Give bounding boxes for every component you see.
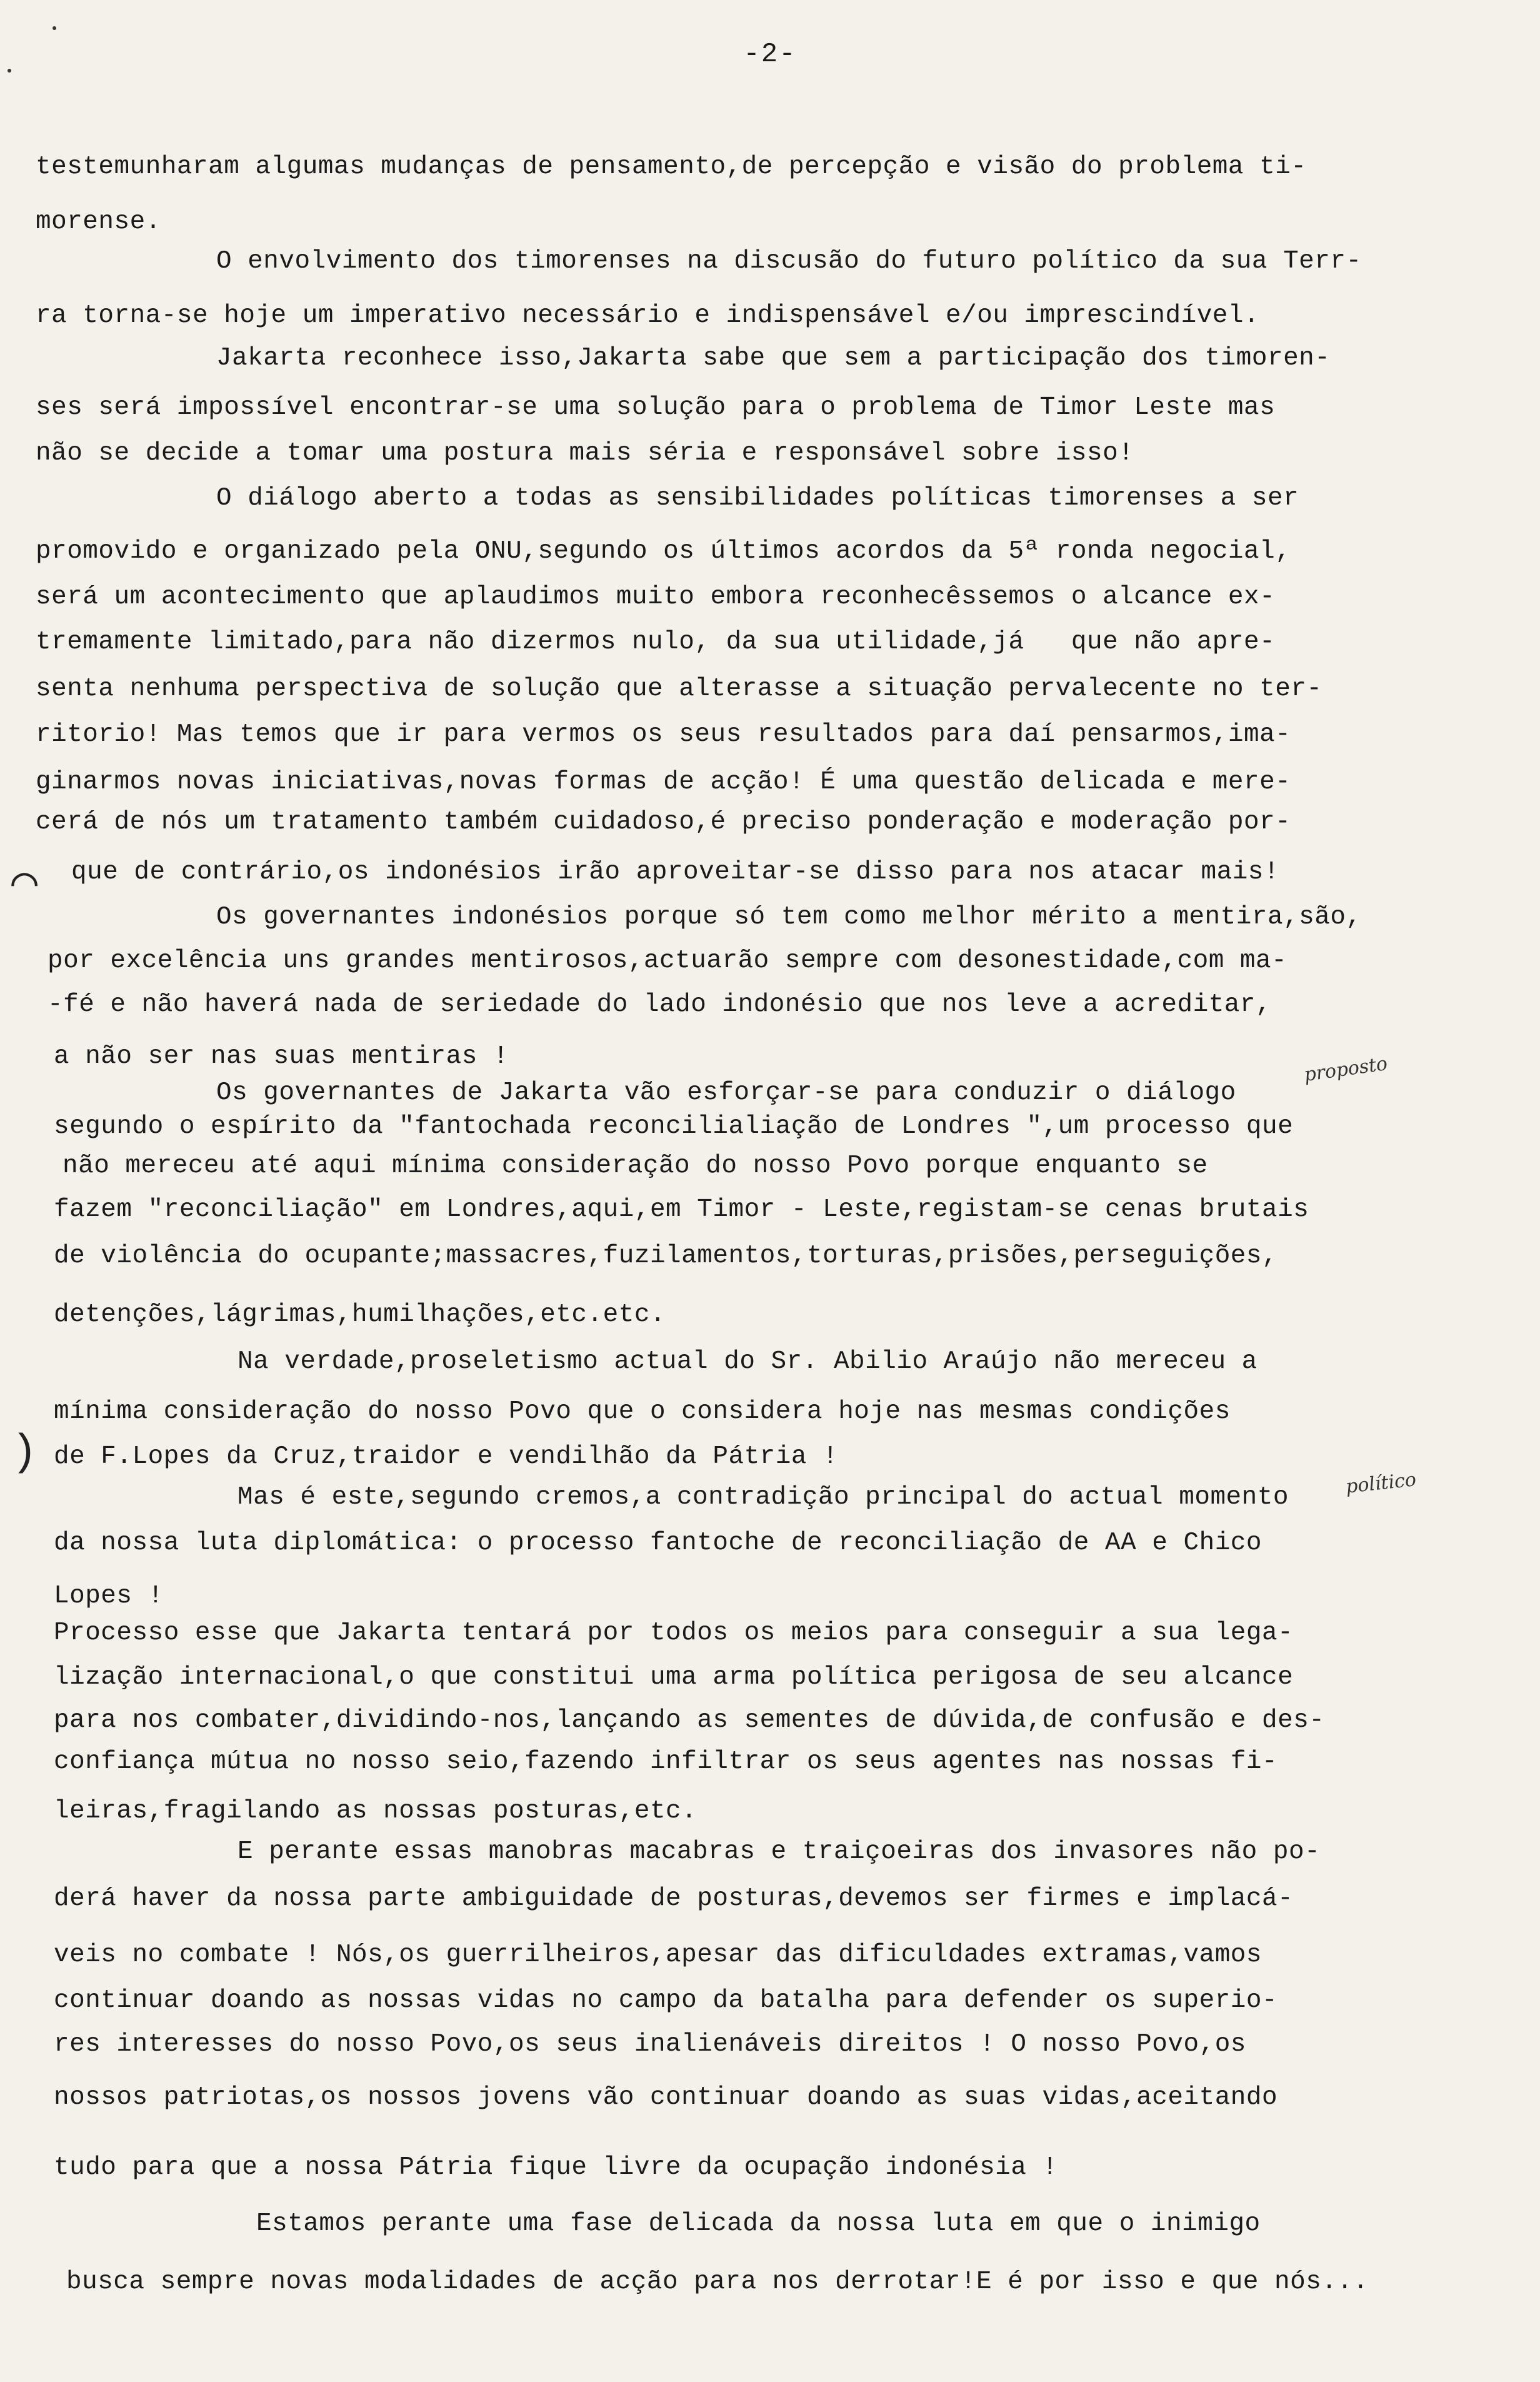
text-line: confiança mútua no nosso seio,fazendo infiltrar os seus agentes nas nossas fi- bbox=[54, 1747, 1278, 1776]
text-line: tudo para que a nossa Pátria fique livre da ocupação indonésia ! bbox=[54, 2153, 1058, 2182]
text-line: tremamente limitado,para não dizermos nulo, da sua utilidade,já que não apre- bbox=[36, 628, 1276, 656]
text-line: ra torna-se hoje um imperativo necessário e indispensável e/ou imprescindível. bbox=[36, 301, 1260, 330]
ink-speck bbox=[8, 69, 11, 73]
text-line: será um acontecimento que aplaudimos muito embora reconhecêssemos o alcance ex- bbox=[36, 583, 1276, 611]
text-line: busca sempre novas modalidades de acção para nos derrotar!E é por isso e que nós... bbox=[66, 2268, 1369, 2296]
text-line: Os governantes indonésios porque só tem como melhor mérito a mentira,são, bbox=[216, 903, 1362, 932]
text-line: para nos combater,dividindo-nos,lançando as sementes de dúvida,de confusão e des- bbox=[54, 1706, 1325, 1735]
text-line: continuar doando as nossas vidas no campo da batalha para defender os superio- bbox=[54, 1986, 1278, 2015]
text-line: derá haver da nossa parte ambiguidade de posturas,devemos ser firmes e implacá- bbox=[54, 1884, 1294, 1913]
text-line: segundo o espírito da "fantochada reconcilialiação de Londres ",um processo que bbox=[54, 1112, 1294, 1141]
text-line: que de contrário,os indonésios irão aproveitar-se disso para nos atacar mais! bbox=[71, 858, 1280, 887]
text-line: de violência do ocupante;massacres,fuzilamentos,torturas,prisões,perseguições, bbox=[54, 1242, 1278, 1270]
text-line: E perante essas manobras macabras e traiçoeiras dos invasores não po- bbox=[238, 1837, 1321, 1866]
text-line: senta nenhuma perspectiva de solução que alterasse a situação pervalecente no ter- bbox=[36, 675, 1322, 703]
ink-speck bbox=[52, 26, 56, 30]
bracket-mark: ⌒ bbox=[11, 860, 38, 909]
text-line: Mas é este,segundo cremos,a contradição principal do actual momento bbox=[238, 1483, 1289, 1512]
text-line: O envolvimento dos timorenses na discusão do futuro político da sua Terr- bbox=[216, 247, 1362, 276]
text-line: Lopes ! bbox=[54, 1582, 164, 1611]
text-line: morense. bbox=[36, 208, 161, 236]
text-line: de F.Lopes da Cruz,traidor e vendilhão da Pátria ! bbox=[54, 1442, 839, 1471]
text-line: Processo esse que Jakarta tentará por todos os meios para conseguir a sua lega- bbox=[54, 1619, 1294, 1647]
text-line: não se decide a tomar uma postura mais séria e responsável sobre isso! bbox=[36, 439, 1134, 468]
text-line: lização internacional,o que constitui uma arma política perigosa de seu alcance bbox=[54, 1663, 1294, 1692]
text-line: leiras,fragilando as nossas posturas,etc. bbox=[54, 1797, 698, 1826]
text-line: -fé e não haverá nada de seriedade do lado indonésio que nos leve a acreditar, bbox=[48, 990, 1272, 1019]
text-line: nossos patriotas,os nossos jovens vão continuar doando as suas vidas,aceitando bbox=[54, 2083, 1278, 2112]
text-line: res interesses do nosso Povo,os seus inalienáveis direitos ! O nosso Povo,os bbox=[54, 2030, 1246, 2059]
text-line: ses será impossível encontrar-se uma solução para o problema de Timor Leste mas bbox=[36, 393, 1276, 422]
text-line: fazem "reconciliação" em Londres,aqui,em Timor - Leste,registam-se cenas brutais bbox=[54, 1195, 1309, 1224]
text-line: Jakarta reconhece isso,Jakarta sabe que sem a participação dos timoren- bbox=[216, 344, 1331, 373]
text-line: Na verdade,proseletismo actual do Sr. Abilio Araújo não mereceu a bbox=[238, 1347, 1258, 1376]
text-line: não mereceu até aqui mínima consideração do nosso Povo porque enquanto se bbox=[62, 1152, 1208, 1180]
text-line: veis no combate ! Nós,os guerrilheiros,apesar das dificuldades extramas,vamos bbox=[54, 1941, 1262, 1969]
text-line: Os governantes de Jakarta vão esforçar-se para conduzir o diálogo bbox=[216, 1078, 1236, 1107]
text-line: ritorio! Mas temos que ir para vermos os seus resultados para daí pensarmos,ima- bbox=[36, 720, 1291, 749]
text-line: mínima consideração do nosso Povo que o considera hoje nas mesmas condições bbox=[54, 1397, 1231, 1426]
text-line: O diálogo aberto a todas as sensibilidades políticas timorenses a ser bbox=[216, 484, 1299, 513]
text-line: testemunharam algumas mudanças de pensamento,de percepção e visão do problema ti- bbox=[36, 153, 1307, 181]
text-line: por excelência uns grandes mentirosos,actuarão sempre com desonestidade,com ma- bbox=[48, 947, 1288, 975]
bracket-mark: ) bbox=[11, 1429, 38, 1478]
text-line: da nossa luta diplomática: o processo fantoche de reconciliação de AA e Chico bbox=[54, 1529, 1262, 1557]
handwritten-note-proposto: proposto bbox=[1302, 1052, 1389, 1087]
text-line: cerá de nós um tratamento também cuidadoso,é preciso ponderação e moderação por- bbox=[36, 808, 1291, 837]
text-line: promovido e organizado pela ONU,segundo os últimos acordos da 5ª ronda negocial, bbox=[36, 537, 1291, 566]
text-line: detenções,lágrimas,humilhações,etc.etc. bbox=[54, 1300, 666, 1329]
page-number: -2- bbox=[743, 39, 797, 70]
text-line: ginarmos novas iniciativas,novas formas de acção! É uma questão delicada e mere- bbox=[36, 768, 1291, 797]
handwritten-note-politico: político bbox=[1344, 1469, 1418, 1498]
text-line: a não ser nas suas mentiras ! bbox=[54, 1042, 509, 1071]
text-line: Estamos perante uma fase delicada da nossa luta em que o inimigo bbox=[256, 2209, 1261, 2238]
